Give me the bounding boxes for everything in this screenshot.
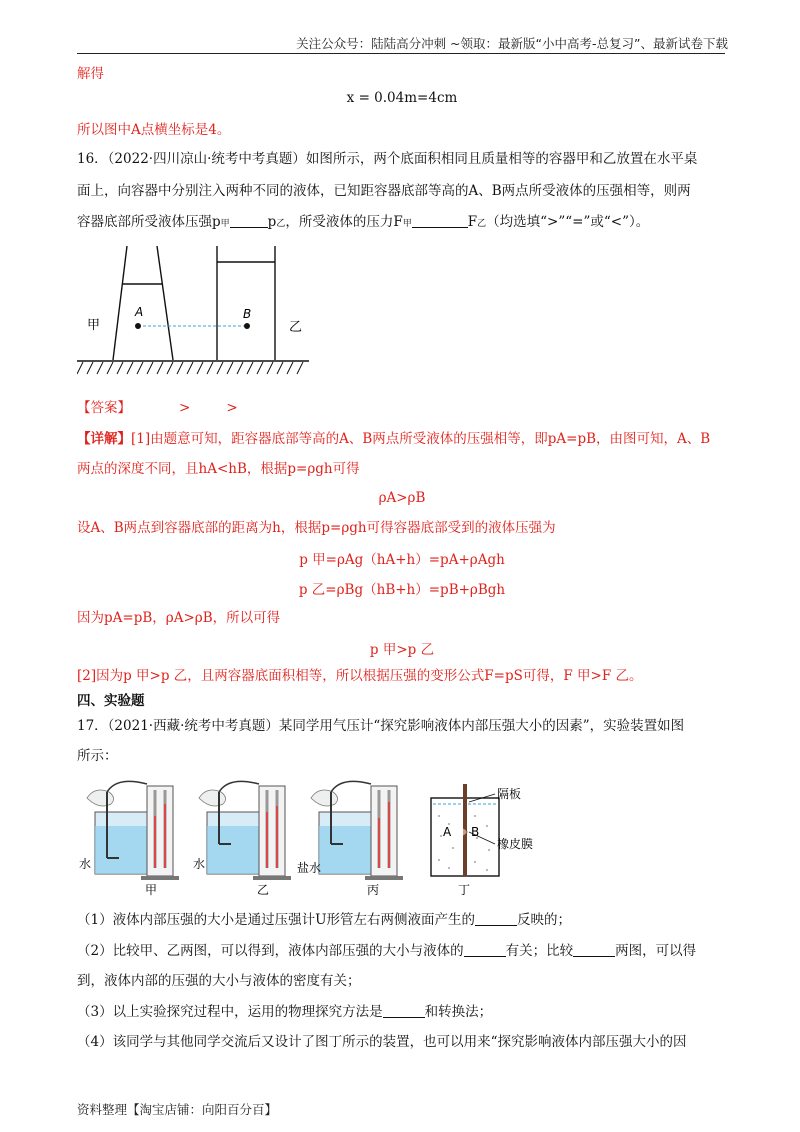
detail-line4: 因为pA=pB，ρA>ρB，所以可得 [77,610,281,626]
hand-icon [87,790,114,806]
q17-line2: 所示： [77,748,118,764]
apparatus-ding [431,784,499,876]
apparatus-jia [87,781,179,880]
point-a [135,323,141,329]
q16-line3: 容器底部所受液体压强p甲 p乙，所受液体的压力F甲 F乙（均选填“>”“=”或“<”）。 [77,214,650,230]
q17-line1: 17．（2021·西藏·统考中考真题）某同学用气压计“探究影响液体内部压强大小的因素”，实验装置如图 [77,718,685,734]
apparatus-bing [311,781,403,880]
q16-line1: 16．（2022·四川凉山·统考中考真题）如图所示，两个底面积相同且质量相等的容器甲和乙放置在水平桌 [77,151,698,167]
detail-eq4: p 甲>p 乙 [369,642,435,658]
answer-1: > [179,400,191,416]
q17-s2: （2）比较甲、乙两图，可以得到，液体内部压强的大小与液体的 有关；比较 两图，可以得 [77,943,697,959]
label-water-2: 水 [193,857,206,871]
q16-figure [77,238,317,378]
caption-ding: 丁 [458,883,471,897]
blank-force[interactable] [412,227,468,228]
header-divider [77,53,725,54]
label-ding-b: B [471,825,480,839]
page-footer: 资料整理【淘宝店铺：向阳百分百】 [77,1102,278,1117]
label-ding-a: A [443,825,452,839]
apparatus-yi [199,781,291,880]
detail-line5: [2]因为p 甲>p 乙，且两容器底面积相等，所以根据压强的变形公式F=pS可得，F 甲>F 乙。 [77,668,643,684]
caption-jia: 甲 [145,883,158,897]
label-saltwater: 盐水 [297,861,322,875]
label-partition: 隔板 [497,787,522,801]
hand-icon [311,790,338,806]
q17-s2-cont: 到，液体内部的压强的大小与液体的密度有关； [77,973,361,989]
answer-2: > [226,400,238,416]
answer-line [77,398,727,418]
blank-s3[interactable] [383,1017,425,1018]
prev-conclusion: 所以图中A点横坐标是4。 [77,122,231,138]
q17-s4: （4）该同学与其他同学交流后又设计了图丁所示的装置，也可以用来“探究影响液体内部压强大小的因 [77,1034,687,1050]
label-yi: 乙 [289,320,303,335]
blank-pressure[interactable] [230,227,268,228]
q17-s3: （3）以上实验探究过程中，运用的物理探究方法是 和转换法； [77,1004,493,1020]
caption-bing: 丙 [367,883,380,897]
blank-s1[interactable] [475,925,517,926]
label-water-1: 水 [79,857,92,871]
label-jia: 甲 [87,318,101,333]
q17-s1: （1）液体内部压强的大小是通过压强计U形管左右两侧液面产生的 反映的； [77,912,571,928]
detail-line2: 两点的深度不同，且hA<hB，根据p=ρgh可得 [77,461,360,477]
page-header: 关注公众号：陆陆高分冲刺 ~领取：最新版“小中高考-总复习”、最新试卷下载 [296,36,728,51]
blank-s2a[interactable] [464,956,506,957]
jiede-text: 解得 [77,66,104,82]
label-b: B [243,307,252,321]
hand-icon [199,790,226,806]
label-a: A [135,305,144,319]
section-title: 四、实验题 [77,693,145,709]
caption-yi: 乙 [257,883,270,897]
blank-s2b[interactable] [573,956,615,957]
point-b [244,323,250,329]
detail-line3: 设A、B两点到容器底部的距离为h，根据p=ρgh可得容器底部受到的液体压强为 [77,520,556,536]
detail-eq3: p 乙=ρBg（hB+h）=pB+ρBgh [298,582,506,598]
label-rubber: 橡皮膜 [497,837,534,851]
detail-eq2: p 甲=ρAg（hA+h）=pA+ρAgh [299,552,505,568]
q17-figure [77,772,557,900]
detail-line1: 【详解】[1]由题意可知，距容器底部等高的A、B两点所受液体的压强相等，即pA=pB，由图可知，A、B [77,431,711,447]
equation-x: x = 0.04m=4cm [346,90,458,106]
answer-tag: 【答案】 [77,400,131,416]
detail-eq1: ρA>ρB [378,490,426,506]
q16-line2: 面上，向容器中分别注入两种不同的液体，已知距容器底部等高的A、B两点所受液体的压强相等，则两 [77,183,691,199]
